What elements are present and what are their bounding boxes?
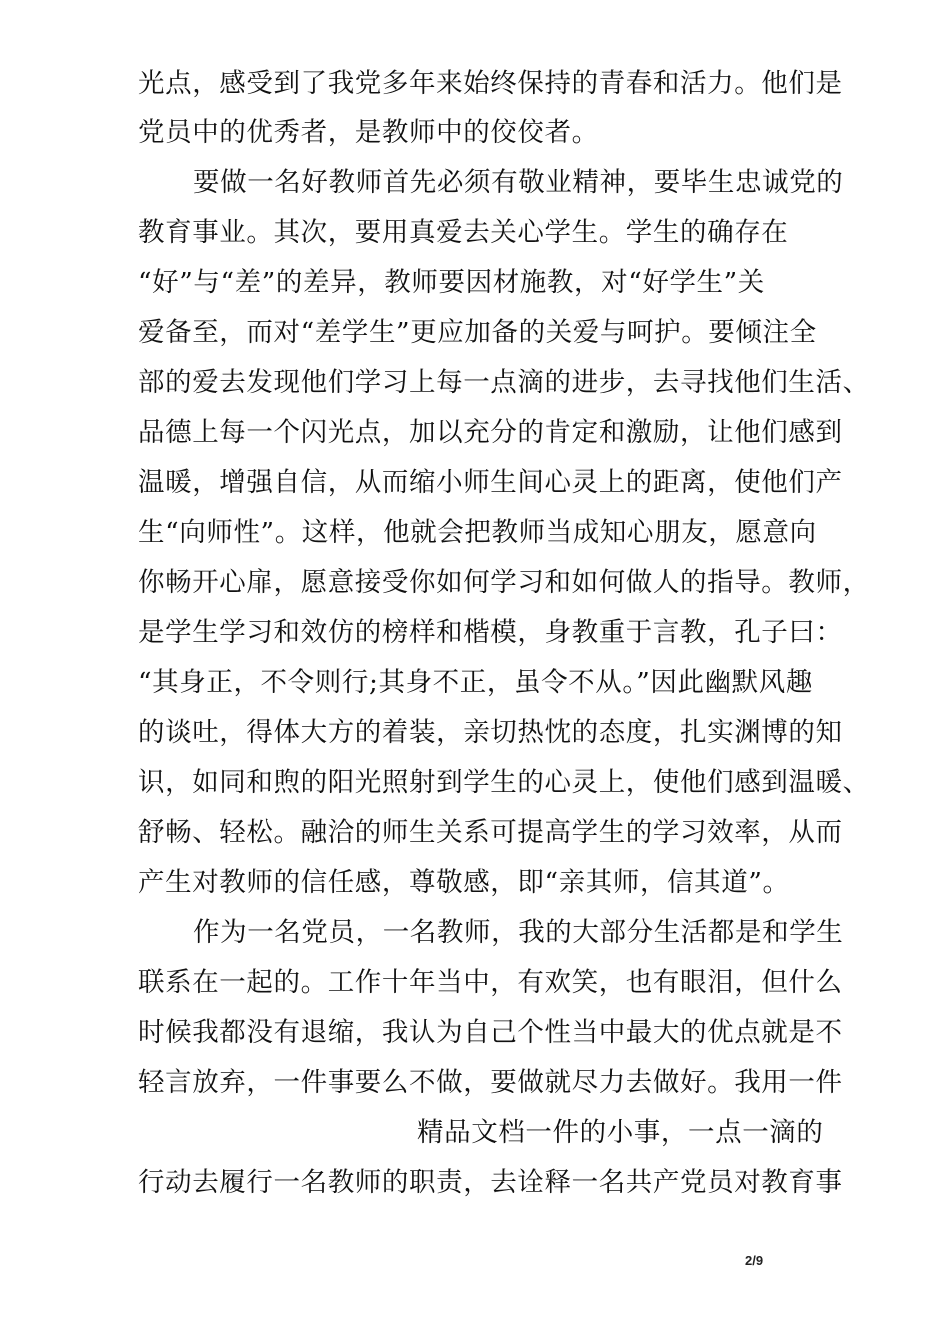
page-number: 2/9 [745,1253,764,1268]
text-line: “其身正，不令则行;其身不正，虽令不从。”因此幽默风趣 [138,667,813,698]
text-line: 行动去履行一名教师的职责，去诠释一名共产党员对教育事 [138,1167,843,1198]
watermark-text-line: 精品文档一件的小事，一点一滴的 [417,1117,824,1148]
text-line: 的谈吐，得体大方的着装，亲切热忱的态度，扎实渊博的知 [138,717,843,748]
text-line: “好”与“差”的差异，教师要因材施教，对“好学生”关 [138,267,765,298]
text-line: 党员中的优秀者，是教师中的佼佼者。 [138,117,599,148]
text-line: 爱备至，而对“差学生”更应加备的关爱与呵护。要倾注全 [138,317,817,348]
text-line: 生“向师性”。这样，他就会把教师当成知心朋友，愿意向 [138,517,817,548]
text-line: 舒畅、轻松。融洽的师生关系可提高学生的学习效率，从而 [138,817,843,848]
text-line: 教育事业。其次，要用真爱去关心学生。学生的确存在 [138,217,789,248]
text-line: 是学生学习和效仿的榜样和楷模，身教重于言教，孔子曰： [138,617,843,648]
text-line: 部的爱去发现他们学习上每一点滴的进步，去寻找他们生活、 [138,367,870,398]
text-line: 识，如同和煦的阳光照射到学生的心灵上，使他们感到温暖、 [138,767,870,798]
paragraph-start-line: 作为一名党员，一名教师，我的大部分生活都是和学生 [193,917,844,948]
text-line: 品德上每一个闪光点，加以充分的肯定和激励，让他们感到 [138,417,843,448]
text-line: 温暖，增强自信，从而缩小师生间心灵上的距离，使他们产 [138,467,843,498]
text-line: 产生对教师的信任感，尊敬感，即“亲其师，信其道”。 [138,867,790,898]
text-line: 光点，感受到了我党多年来始终保持的青春和活力。他们是 [138,68,843,99]
text-line: 时候我都没有退缩，我认为自己个性当中最大的优点就是不 [138,1017,843,1048]
paragraph-start-line: 要做一名好教师首先必须有敬业精神，要毕生忠诚党的 [193,167,844,198]
text-line: 轻言放弃，一件事要么不做，要做就尽力去做好。我用一件 [138,1067,843,1098]
text-line: 联系在一起的。工作十年当中，有欢笑，也有眼泪，但什么 [138,967,843,998]
text-line: 你畅开心扉，愿意接受你如何学习和如何做人的指导。教师， [138,567,870,598]
